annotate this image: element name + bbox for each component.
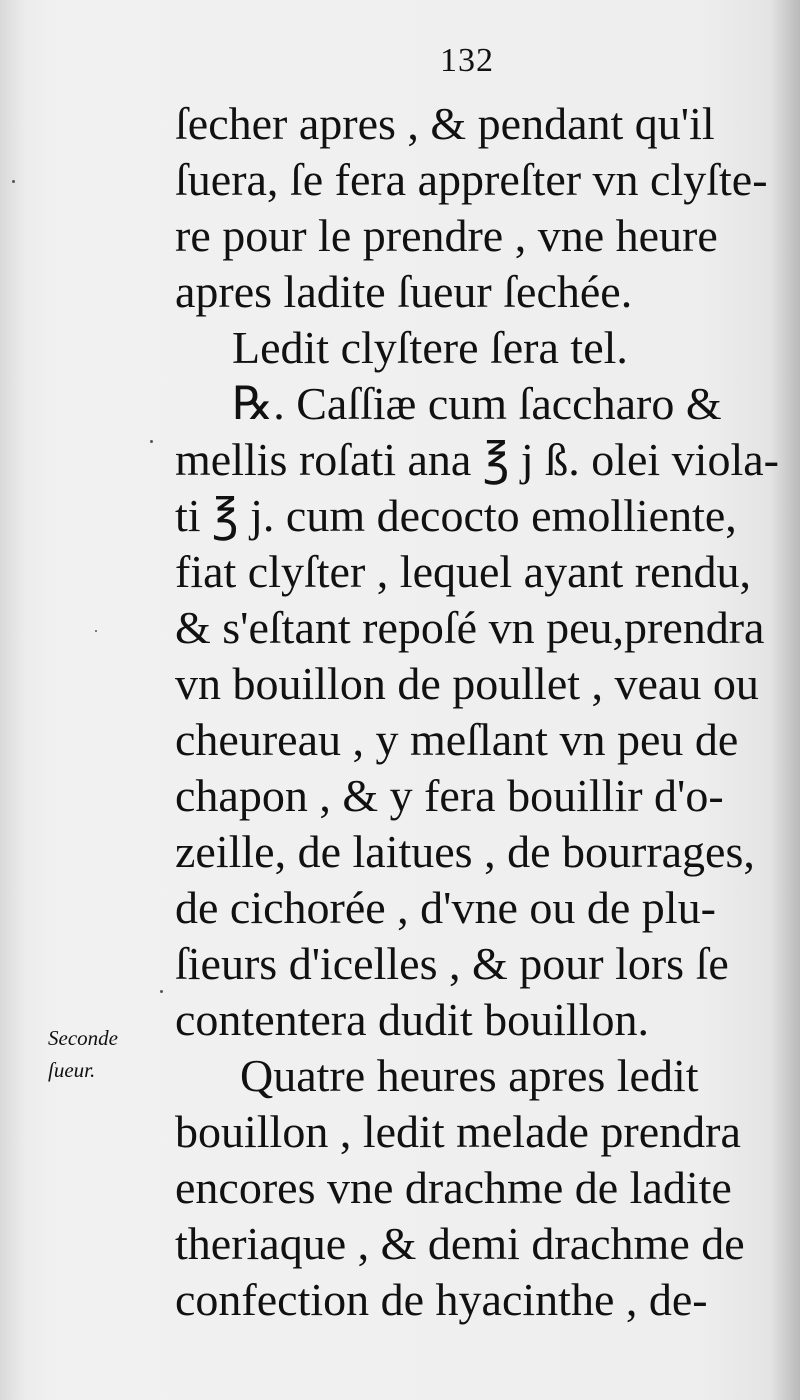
text-line: ti ℥ j. cum decocto emolliente, (175, 490, 737, 541)
text-line: apres ladite ſueur ſechée. (175, 266, 633, 317)
marginal-note-line: Seconde (48, 1026, 118, 1050)
text-line: Ledit clyſtere ſera tel. (232, 322, 628, 373)
text-line: ſuera, ſe fera appreſter vn clyſte- (175, 154, 768, 205)
text-line: ſieurs d'icelles , & pour lors ſe (175, 938, 729, 989)
text-line: de cichorée , d'vne ou de plu- (175, 882, 716, 933)
text-line: re pour le prendre , vne heure (175, 210, 718, 261)
text-line: chapon , & y fera bouillir d'o- (175, 770, 724, 821)
text-line: cheureau , y meſlant vn peu de (175, 714, 739, 765)
text-line: vn bouillon de poullet , veau ou (175, 658, 759, 709)
text-line: bouillon , ledit melade prendra (175, 1106, 741, 1157)
text-line: encores vne drachme de ladite (175, 1162, 732, 1213)
text-line: & s'eſtant repoſé vn peu,prendra (175, 602, 765, 653)
text-line: ſecher apres , & pendant qu'il (175, 98, 715, 149)
text-line: theriaque , & demi drachme de (175, 1218, 745, 1269)
page-number: 132 (440, 42, 494, 79)
marginal-note (48, 1022, 118, 1086)
text-line: mellis roſati ana ℥ j ß. olei viola- (175, 434, 779, 485)
text-line: fiat clyſter , lequel ayant rendu, (175, 546, 752, 597)
text-line: zeille, de laitues , de bourrages, (175, 826, 755, 877)
text-line: contentera dudit bouillon. (175, 994, 649, 1045)
text-line: confection de hyacinthe , de- (175, 1274, 708, 1325)
text-line: ℞. Caſſiæ cum ſaccharo & (232, 378, 722, 429)
text-line: Quatre heures apres ledit (240, 1050, 699, 1101)
marginal-note-line: ſueur. (48, 1058, 96, 1082)
